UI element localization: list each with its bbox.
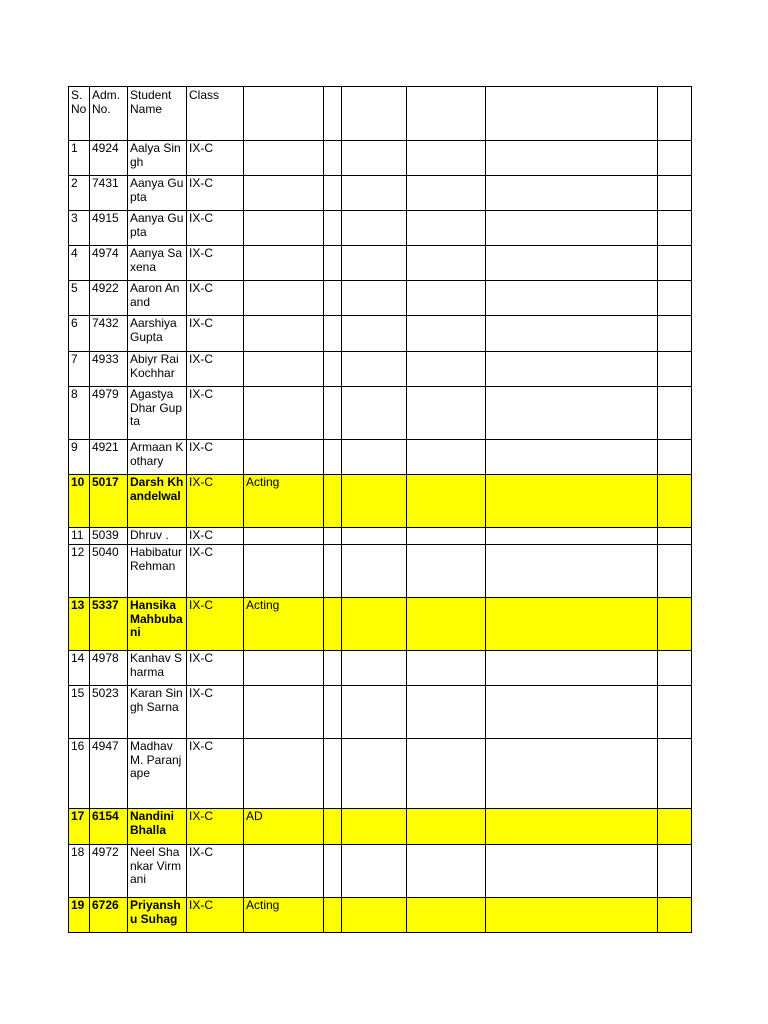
cell-blank xyxy=(486,316,658,352)
cell-blank xyxy=(658,845,692,898)
cell-student-name: Priyanshu Suhag xyxy=(128,898,187,933)
cell-student-name: Dhruv . xyxy=(128,528,187,545)
table-row xyxy=(69,598,692,651)
cell-blank xyxy=(486,246,658,281)
cell-blank xyxy=(486,898,658,933)
cell-blank xyxy=(407,651,486,686)
cell-activity: Acting xyxy=(244,475,324,528)
cell-blank xyxy=(407,845,486,898)
cell-class: IX-C xyxy=(187,176,244,211)
cell-blank xyxy=(342,739,407,809)
cell-blank xyxy=(324,651,342,686)
cell-adm-no: 7431 xyxy=(90,176,128,211)
cell-student-name: Darsh Khandelwal xyxy=(128,475,187,528)
cell-blank xyxy=(324,898,342,933)
cell-adm-no: 4933 xyxy=(90,352,128,387)
cell-blank xyxy=(407,809,486,845)
cell-blank xyxy=(658,281,692,316)
cell-sno: 7 xyxy=(69,352,90,387)
table-row xyxy=(69,898,692,933)
cell-blank xyxy=(658,598,692,651)
cell-blank xyxy=(407,316,486,352)
cell-blank xyxy=(324,246,342,281)
cell-blank xyxy=(658,686,692,739)
cell-blank xyxy=(658,176,692,211)
cell-student-name: Neel Shankar Virmani xyxy=(128,845,187,898)
cell-blank xyxy=(486,598,658,651)
cell-blank xyxy=(324,141,342,176)
cell-blank xyxy=(342,316,407,352)
cell-blank xyxy=(342,387,407,440)
cell-adm-no: 5337 xyxy=(90,598,128,651)
cell-blank xyxy=(342,246,407,281)
cell-sno: 14 xyxy=(69,651,90,686)
cell-adm-no: 5023 xyxy=(90,686,128,739)
cell-class: IX-C xyxy=(187,809,244,845)
cell-class: IX-C xyxy=(187,352,244,387)
cell-blank xyxy=(407,898,486,933)
cell-sno: 4 xyxy=(69,246,90,281)
header-blank xyxy=(324,87,342,141)
cell-blank xyxy=(486,387,658,440)
table-body xyxy=(69,141,692,933)
cell-blank xyxy=(658,898,692,933)
cell-class: IX-C xyxy=(187,739,244,809)
cell-sno: 2 xyxy=(69,176,90,211)
cell-student-name: Habibatur Rehman xyxy=(128,545,187,598)
cell-blank xyxy=(324,739,342,809)
cell-student-name: Agastya Dhar Gupta xyxy=(128,387,187,440)
cell-activity xyxy=(244,686,324,739)
cell-sno: 5 xyxy=(69,281,90,316)
cell-blank xyxy=(486,739,658,809)
cell-sno: 11 xyxy=(69,528,90,545)
header-student-name: Student Name xyxy=(128,87,187,141)
cell-class: IX-C xyxy=(187,598,244,651)
cell-activity xyxy=(244,387,324,440)
cell-blank xyxy=(658,246,692,281)
cell-blank xyxy=(407,739,486,809)
cell-sno: 8 xyxy=(69,387,90,440)
cell-student-name: Aaron Anand xyxy=(128,281,187,316)
header-blank xyxy=(407,87,486,141)
table-row xyxy=(69,211,692,246)
cell-blank xyxy=(407,352,486,387)
cell-blank xyxy=(342,898,407,933)
cell-adm-no: 4978 xyxy=(90,651,128,686)
table-row xyxy=(69,281,692,316)
table-row xyxy=(69,352,692,387)
table-row xyxy=(69,475,692,528)
cell-adm-no: 5017 xyxy=(90,475,128,528)
header-row xyxy=(69,87,692,141)
cell-adm-no: 6154 xyxy=(90,809,128,845)
cell-activity: AD xyxy=(244,809,324,845)
cell-blank xyxy=(658,545,692,598)
cell-adm-no: 4974 xyxy=(90,246,128,281)
header-blank xyxy=(342,87,407,141)
cell-adm-no: 5040 xyxy=(90,545,128,598)
cell-blank xyxy=(407,281,486,316)
table-row xyxy=(69,686,692,739)
cell-blank xyxy=(324,545,342,598)
cell-blank xyxy=(407,528,486,545)
cell-student-name: Aanya Gupta xyxy=(128,176,187,211)
cell-blank xyxy=(324,316,342,352)
table-row xyxy=(69,246,692,281)
cell-blank xyxy=(324,809,342,845)
cell-blank xyxy=(342,686,407,739)
cell-adm-no: 4924 xyxy=(90,141,128,176)
cell-student-name: Karan Singh Sarna xyxy=(128,686,187,739)
cell-class: IX-C xyxy=(187,528,244,545)
cell-blank xyxy=(658,211,692,246)
cell-adm-no: 7432 xyxy=(90,316,128,352)
cell-adm-no: 5039 xyxy=(90,528,128,545)
cell-blank xyxy=(658,528,692,545)
table-row xyxy=(69,809,692,845)
cell-blank xyxy=(324,281,342,316)
cell-activity xyxy=(244,545,324,598)
cell-blank xyxy=(486,475,658,528)
cell-activity xyxy=(244,845,324,898)
cell-adm-no: 4922 xyxy=(90,281,128,316)
table-row xyxy=(69,845,692,898)
cell-activity xyxy=(244,246,324,281)
cell-blank xyxy=(324,211,342,246)
table-row xyxy=(69,739,692,809)
cell-blank xyxy=(324,845,342,898)
cell-blank xyxy=(342,545,407,598)
cell-blank xyxy=(486,686,658,739)
cell-class: IX-C xyxy=(187,686,244,739)
header-class: Class xyxy=(187,87,244,141)
cell-adm-no: 4947 xyxy=(90,739,128,809)
cell-activity xyxy=(244,651,324,686)
cell-blank xyxy=(486,809,658,845)
cell-student-name: Aanya Gupta xyxy=(128,211,187,246)
cell-class: IX-C xyxy=(187,281,244,316)
cell-blank xyxy=(342,475,407,528)
cell-blank xyxy=(342,176,407,211)
cell-blank xyxy=(486,545,658,598)
table-row xyxy=(69,528,692,545)
cell-blank xyxy=(407,440,486,475)
cell-blank xyxy=(407,211,486,246)
cell-blank xyxy=(342,651,407,686)
table-row xyxy=(69,387,692,440)
cell-adm-no: 4979 xyxy=(90,387,128,440)
cell-blank xyxy=(342,845,407,898)
cell-sno: 16 xyxy=(69,739,90,809)
cell-blank xyxy=(407,141,486,176)
cell-blank xyxy=(342,598,407,651)
cell-blank xyxy=(324,686,342,739)
cell-blank xyxy=(324,176,342,211)
cell-blank xyxy=(342,440,407,475)
cell-activity xyxy=(244,739,324,809)
cell-blank xyxy=(658,475,692,528)
cell-blank xyxy=(342,809,407,845)
cell-blank xyxy=(486,352,658,387)
cell-blank xyxy=(658,809,692,845)
header-sno: S.No xyxy=(69,87,90,141)
cell-blank xyxy=(407,246,486,281)
cell-adm-no: 4972 xyxy=(90,845,128,898)
cell-blank xyxy=(658,141,692,176)
cell-sno: 15 xyxy=(69,686,90,739)
cell-activity xyxy=(244,281,324,316)
cell-blank xyxy=(658,352,692,387)
cell-adm-no: 4915 xyxy=(90,211,128,246)
table-row xyxy=(69,651,692,686)
cell-blank xyxy=(342,141,407,176)
student-table xyxy=(68,86,692,933)
cell-class: IX-C xyxy=(187,141,244,176)
cell-class: IX-C xyxy=(187,845,244,898)
cell-blank xyxy=(407,387,486,440)
cell-student-name: Abiyr Rai Kochhar xyxy=(128,352,187,387)
cell-student-name: Aalya Singh xyxy=(128,141,187,176)
cell-student-name: Hansika Mahbubani xyxy=(128,598,187,651)
cell-sno: 3 xyxy=(69,211,90,246)
cell-blank xyxy=(486,281,658,316)
cell-sno: 10 xyxy=(69,475,90,528)
cell-student-name: Aarshiya Gupta xyxy=(128,316,187,352)
cell-sno: 18 xyxy=(69,845,90,898)
table-row xyxy=(69,176,692,211)
cell-blank xyxy=(342,211,407,246)
cell-blank xyxy=(407,598,486,651)
cell-sno: 19 xyxy=(69,898,90,933)
cell-class: IX-C xyxy=(187,211,244,246)
cell-activity xyxy=(244,211,324,246)
cell-blank xyxy=(486,176,658,211)
cell-activity xyxy=(244,316,324,352)
cell-blank xyxy=(324,598,342,651)
cell-blank xyxy=(658,739,692,809)
header-blank xyxy=(244,87,324,141)
cell-sno: 17 xyxy=(69,809,90,845)
table-row xyxy=(69,440,692,475)
cell-blank xyxy=(486,651,658,686)
cell-blank xyxy=(407,686,486,739)
cell-class: IX-C xyxy=(187,475,244,528)
cell-blank xyxy=(324,440,342,475)
cell-blank xyxy=(407,475,486,528)
header-blank xyxy=(658,87,692,141)
cell-blank xyxy=(486,211,658,246)
cell-adm-no: 4921 xyxy=(90,440,128,475)
cell-blank xyxy=(486,141,658,176)
cell-activity xyxy=(244,176,324,211)
cell-blank xyxy=(342,281,407,316)
cell-activity xyxy=(244,528,324,545)
cell-blank xyxy=(324,352,342,387)
cell-class: IX-C xyxy=(187,387,244,440)
cell-class: IX-C xyxy=(187,246,244,281)
cell-activity: Acting xyxy=(244,598,324,651)
cell-sno: 9 xyxy=(69,440,90,475)
cell-activity xyxy=(244,352,324,387)
cell-sno: 13 xyxy=(69,598,90,651)
cell-blank xyxy=(342,352,407,387)
cell-class: IX-C xyxy=(187,898,244,933)
cell-student-name: Madhav M. Paranjape xyxy=(128,739,187,809)
cell-blank xyxy=(342,528,407,545)
cell-blank xyxy=(486,528,658,545)
cell-class: IX-C xyxy=(187,651,244,686)
cell-blank xyxy=(407,176,486,211)
cell-student-name: Armaan Kothary xyxy=(128,440,187,475)
table-row xyxy=(69,545,692,598)
cell-activity xyxy=(244,440,324,475)
cell-blank xyxy=(324,528,342,545)
cell-blank xyxy=(324,475,342,528)
cell-blank xyxy=(658,316,692,352)
cell-sno: 12 xyxy=(69,545,90,598)
cell-class: IX-C xyxy=(187,440,244,475)
cell-blank xyxy=(486,845,658,898)
cell-blank xyxy=(324,387,342,440)
cell-class: IX-C xyxy=(187,316,244,352)
cell-class: IX-C xyxy=(187,545,244,598)
cell-sno: 6 xyxy=(69,316,90,352)
cell-blank xyxy=(486,440,658,475)
table-row xyxy=(69,141,692,176)
cell-student-name: Kanhav Sharma xyxy=(128,651,187,686)
cell-activity xyxy=(244,141,324,176)
cell-blank xyxy=(658,387,692,440)
cell-student-name: Aanya Saxena xyxy=(128,246,187,281)
cell-blank xyxy=(658,440,692,475)
header-adm-no: Adm. No. xyxy=(90,87,128,141)
cell-adm-no: 6726 xyxy=(90,898,128,933)
cell-sno: 1 xyxy=(69,141,90,176)
header-blank xyxy=(486,87,658,141)
cell-blank xyxy=(407,545,486,598)
cell-activity: Acting xyxy=(244,898,324,933)
cell-blank xyxy=(658,651,692,686)
cell-student-name: Nandini Bhalla xyxy=(128,809,187,845)
table-row xyxy=(69,316,692,352)
